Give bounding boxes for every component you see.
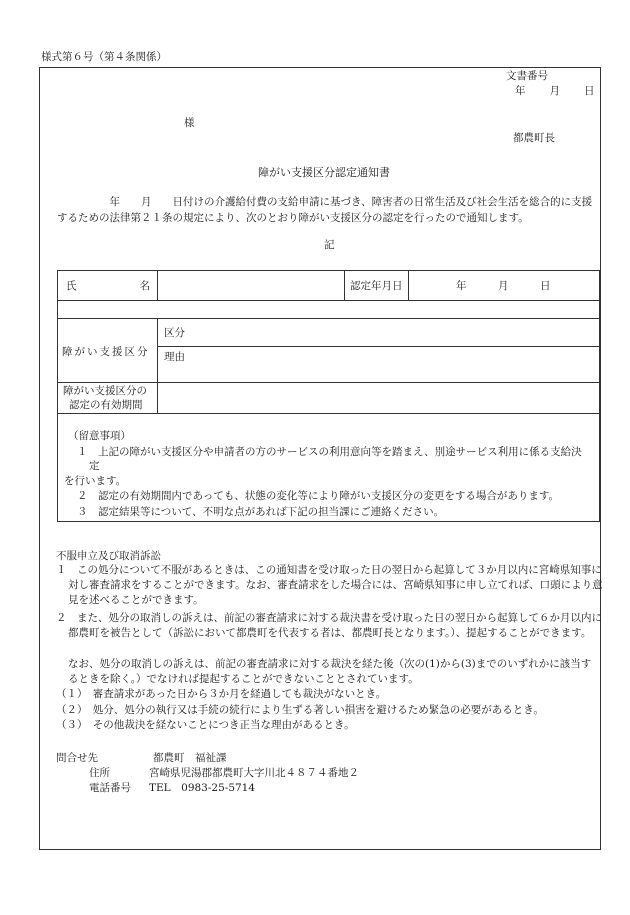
contact-label: 問合せ先 (56, 752, 98, 764)
appeal-title: 不服申立及び取消訴訟 (56, 550, 161, 562)
cert-date-value: 年 月 日 (456, 280, 551, 292)
reason-label: 理由 (164, 351, 185, 363)
ki-label: 記 (324, 239, 335, 251)
date-line: 年 月 日 (515, 85, 596, 97)
doc-number-label: 文書番号 (506, 70, 548, 82)
appeal-paragraph-2: ２ また、処分の取消しの訴えは、前記の審査請求に対する裁決書を受け取った日の翌日から起算して６か月以内に都農町を被告として（訴訟において都農町を代表する者は、都農町長となります。）、提起することができます。 (56, 612, 602, 639)
contact-address: 宮崎県児湯郡都農町大字川北４８７４番地２ (149, 767, 359, 779)
contact-tel: TEL 0983-25-5714 (149, 782, 256, 794)
document-title: 障がい支援区分認定通知書 (258, 166, 390, 179)
validity-label-line1: 障がい支援区分の (63, 385, 147, 397)
contact-address-label: 住所 (89, 767, 110, 779)
notes-title: （留意事項） (68, 430, 131, 442)
contact-tel-label: 電話番号 (89, 782, 131, 794)
note-1-cont: 定 (89, 460, 100, 472)
body-text: 年 月 日付けの介護給付費の支給申請に基づき、障害者の日常生活及び社会生活を総合的に支援するための法律第２１条の規定により、次のとおり障がい支援区分の認定を行ったので通知します。 (57, 196, 593, 224)
cert-date-label: 認定年月日 (350, 280, 403, 292)
issuer: 都農町長 (513, 132, 555, 144)
note-2: ２ 認定の有効期間内であっても、状態の変化等により障がい支援区分の変更をする場合があります。 (77, 490, 560, 502)
form-label: 様式第６号（第４条関係） (41, 51, 167, 63)
validity-label-line2: 認定の有効期間 (69, 399, 143, 411)
note-1: １ 上記の障がい支援区分や申請者の方のサービスの利用意向等を踏まえ、別途サービス利用に係る支給決 (77, 446, 582, 458)
appeal-item-1: （１） 審査請求があった日から３か月を経過しても裁決がないとき。 (56, 688, 387, 700)
appeal-paragraph-1: １ この処分について不服があるときは、この通知書を受け取った日の翌日から起算して３か月以内に宮崎県知事に対し審査請求をすることができます。なお、審査請求をした場合には、宮崎県知事に申し立てれば、口頭により意見を述べることができます。 (56, 564, 603, 606)
note-3: ３ 認定結果等について、不明な点があれば下記の担当課にご連絡ください。 (77, 506, 445, 518)
category-label: 区分 (164, 327, 185, 339)
appeal-item-2: （２） 処分、処分の執行又は手続の続行により生ずる著しい損害を避けるため緊急の必要があるとき。 (56, 704, 544, 716)
appeal-paragraph-3: なお、処分の取消しの訴えは、前記の審査請求に対する裁決を経た後（次の(1)から(3)までのいずれかに該当するときを除く。）でなければ提起することができないこととされています。 (68, 658, 592, 685)
note-1-tail: を行います。 (64, 475, 127, 487)
appeal-item-3: （３） その他裁決を経ないことにつき正当な理由があるとき。 (56, 719, 355, 731)
name-label: 氏 名 (66, 280, 150, 292)
addressee-suffix: 様 (184, 117, 195, 129)
contact-dept: 都農町 福祉課 (153, 752, 227, 764)
support-category-label: 障がい支援区分 (62, 346, 150, 358)
